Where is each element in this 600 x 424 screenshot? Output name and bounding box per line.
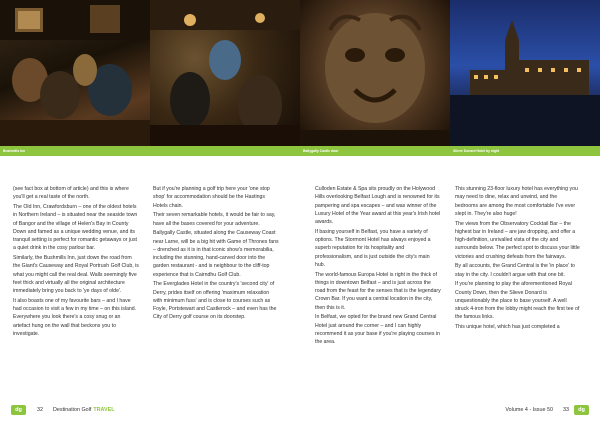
article-column-2 <box>153 185 279 323</box>
paragraph: If basing yourself in Belfast, you have a variety of options. The Stormont Hotel has always enjoyed a superb reputation for its hospitality and professionalism, and is just outside the city's main hub. <box>315 228 431 268</box>
caption-bar <box>0 146 600 156</box>
paragraph: In Belfast, we opted for the brand new Grand Central Hotel just around the corner – and I can highly recommend it as your base if you're playing courses in the area. <box>315 314 440 345</box>
carved-door-illustration <box>300 0 450 146</box>
photo-bar-interior <box>150 0 300 146</box>
magazine-title-accent: TRAVEL <box>93 407 115 413</box>
paragraph: The Everglades Hotel in the country's 'second city' of Derry, prides itself on offering 'maximum relaxation with minimum fuss' and is close to courses such as Foyle, Portstewart and Castlerock – and even has the City of Derry golf course on its doorstep. <box>153 281 277 321</box>
paragraph: This stunning 23-floor luxury hotel has everything you may need to dine, relax and unwind, and the bedrooms are among the most comfortable I've ever slept in. They're also huge! <box>455 186 578 217</box>
paragraph: If you're planning to play the aforementioned Royal County Down, then the Slieve Donard is unquestionably the place to base yourself. A well struck 4-iron from the lobby might reach the first tee of the famous links. <box>455 281 580 321</box>
page-number-right: 33 <box>563 407 569 413</box>
photo-ballygally-castle-door <box>300 0 450 146</box>
paragraph: This unique hotel, which has just completed a <box>455 324 560 330</box>
paragraph: Their seven remarkable hotels, it would be fair to say, have all the bases covered for your adventure. <box>153 212 276 227</box>
paragraph: The Old Inn, Crawfordsburn – one of the oldest hotels in Northern Ireland – is situated near the seaside town of Bangor and the village of Helen's Bay in County Down and famed as a unique wedding venue, and its tranquil setting is perfect for romantic getaways or just a quiet drink in the cosy parlour bar. <box>13 204 138 252</box>
paragraph: It also boasts one of my favourite bars – and I have had occasion to visit a few in my time – on this island. Everywhere you look there's a cosy snug or an artefact hung on the wall that beckons you to investigate. <box>13 297 137 337</box>
hotel-night-illustration <box>450 0 600 146</box>
paragraph: Ballygally Castle, situated along the Causeway Coast near Larne, will be a big hit with Game of Thrones fans – drenched as it is in that iconic show's memorabilia, including the stunning, hand-carved door into the garden restaurant - and is neighbour to the cliff-top experience that is Cairndhu Golf Club. <box>153 230 279 278</box>
photo-caption: Bushmills Inn <box>0 146 150 156</box>
dg-logo: dg <box>11 405 26 415</box>
footer-right <box>505 404 589 416</box>
paragraph: The world-famous Europa Hotel is right in the thick of things in downtown Belfast – and is just across the road from the feast for the senses that is the legendary Crown Bar. If you want a central location in the city, then this is it. <box>315 271 441 311</box>
paragraph: Culloden Estate & Spa sits proudly on the Holywood Hills overlooking Belfast Lough and is renowned for its pampering and spa escapes – and was winner of the Luxury Hotel of the Year award at this year's Irish hotel awards. <box>315 186 441 225</box>
bar-scene-illustration <box>0 0 150 146</box>
paragraph: But if you're planning a golf trip here your 'one stop shop' for accommodation should be the Hastings Hotels chain. <box>153 186 270 209</box>
paragraph: Similarly, the Bushmills Inn, just down the road from the Giant's Causeway and Royal Portrush Golf Club, is what you might call the real deal. Walls seemingly five feet thick and virtually all the original architecture immediately bring you back to 'ye days of olde'. <box>13 255 139 294</box>
footer-left <box>11 404 115 416</box>
paragraph: The views from the Observatory Cocktail Bar – the highest bar in Ireland – are jaw dropping, and offer a high-definition, unrivalled vista of the city and surrounds below. The perfect spot to discuss your little victories and crushing defeats from the fairways. <box>455 220 580 260</box>
photo-caption: Ballygally Castle door <box>300 146 450 156</box>
article-column-1 <box>13 185 139 340</box>
magazine-title: Destination Golf <box>53 407 92 413</box>
photo-bushmills-inn <box>0 0 150 146</box>
paragraph: By all accounts, the Grand Central is the 'in place' to stay in the city. I couldn't argue with that one bit. <box>455 263 575 278</box>
photo-caption <box>150 146 300 156</box>
bar-interior-illustration <box>150 0 300 146</box>
photo-caption: Slieve Donard Hotel by night <box>450 146 600 156</box>
page-number-left: 32 <box>37 407 43 413</box>
article-column-4 <box>455 185 581 333</box>
dg-logo: dg <box>574 405 589 415</box>
issue-label: Volume 4 - Issue 50 <box>505 407 553 413</box>
photo-slieve-donard-hotel <box>450 0 600 146</box>
article-column-3 <box>315 185 441 348</box>
paragraph: (see fact box at bottom of article) and this is where you'll get a real taste of the north. <box>13 186 129 201</box>
